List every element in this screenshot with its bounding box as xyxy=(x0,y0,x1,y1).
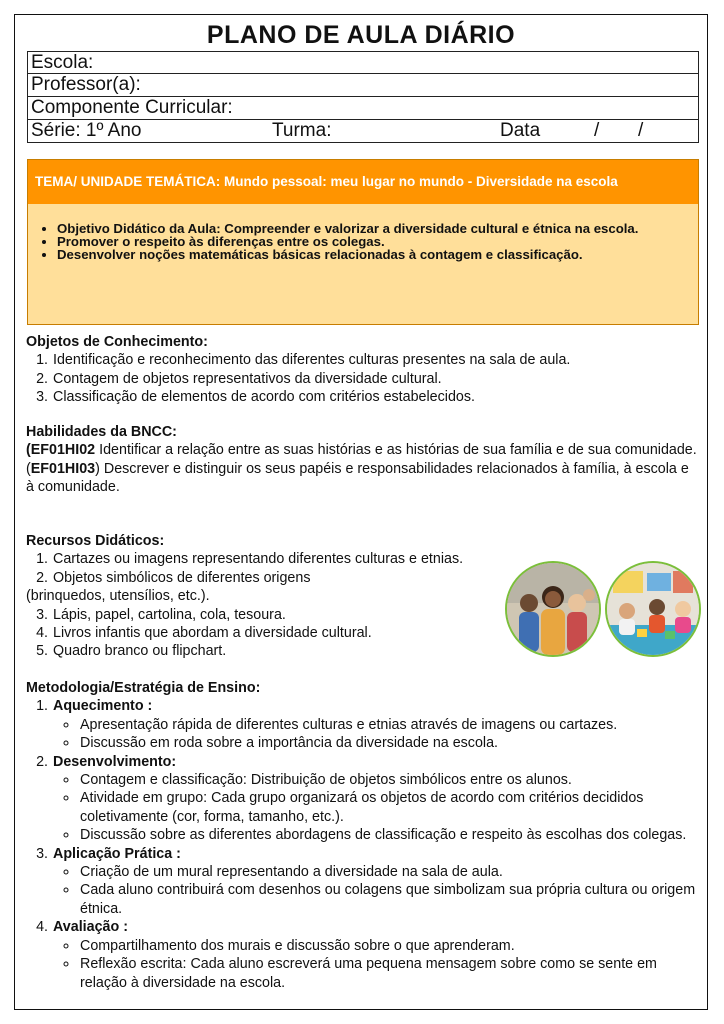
list-item: 1. Cartazes ou imagens representando diferentes culturas e etnias. xyxy=(52,550,702,568)
bullet-item: ◦ Atividade em grupo: Cada grupo organizará os objetos de acordo com critérios decididos coletivamente (cor, forma, tamanho, etc.). xyxy=(79,789,702,826)
bullet-item: ◦ Cada aluno contribuirá com desenhos ou colagens que simbolizam sua própria cultura ou origem étnica. xyxy=(79,881,702,918)
objective-item: • Promover o respeito às diferenças entre os colegas. xyxy=(57,235,698,248)
children-group-illustration xyxy=(507,563,599,655)
list-item: 1. Identificação e reconhecimento das diferentes culturas presentes na sala de aula. xyxy=(52,351,702,369)
step-item xyxy=(52,918,702,992)
list-item: 3. Lápis, papel, cartolina, cola, tesoura. xyxy=(52,606,702,624)
bncc-text: ) Descrever e distinguir os seus papéis e responsabilidades relacionados à família, à escola e à comunidade. xyxy=(26,460,689,496)
objective-item: • Objetivo Didático da Aula: Compreender e valorizar a diversidade cultural e étnica na escola. xyxy=(57,222,698,235)
header-fields xyxy=(27,51,699,143)
page-title: PLANO DE AULA DIÁRIO xyxy=(206,21,516,49)
theme-heading: TEMA/ UNIDADE TEMÁTICA: Mundo pessoal: meu lugar no mundo - Diversidade na escola xyxy=(28,160,698,204)
classroom-activity-photo xyxy=(605,561,701,657)
lesson-plan-page xyxy=(14,14,708,1010)
data-label: Data xyxy=(500,120,541,141)
bncc-text: Identificar a relação entre as suas histórias e as histórias de sua família e de sua comunidade. xyxy=(95,442,697,459)
metodologia-section xyxy=(26,679,702,992)
step-title: Desenvolvimento: xyxy=(53,753,177,770)
objetos-list xyxy=(26,351,702,406)
list-item: 3. Classificação de elementos de acordo com critérios estabelecidos. xyxy=(52,388,702,406)
objective-item: • Desenvolver noções matemáticas básicas relacionadas à contagem e classificação. xyxy=(57,248,698,261)
bncc-code: EF01HI03 xyxy=(30,460,96,477)
bullet-item: ◦ Discussão em roda sobre a importância da diversidade na escola. xyxy=(79,734,702,752)
bncc-heading: Habilidades da BNCC: xyxy=(26,424,177,440)
bncc-paren: ( xyxy=(26,460,31,477)
componente-field xyxy=(27,97,699,120)
recursos-list-a xyxy=(26,550,702,587)
step-bullets xyxy=(53,716,702,753)
list-item: 2. Contagem de objetos representativos da diversidade cultural. xyxy=(52,370,702,388)
bncc-code: (EF01HI02 xyxy=(26,442,96,459)
list-item: 2. Objetos simbólicos de diferentes origens xyxy=(52,569,702,587)
objetos-heading: Objetos de Conhecimento: xyxy=(26,334,208,350)
theme-box xyxy=(27,159,699,325)
recursos-section xyxy=(26,532,702,661)
step-item xyxy=(52,753,702,845)
professor-label: Professor(a): xyxy=(31,74,141,95)
children-group-photo xyxy=(505,561,601,657)
componente-label: Componente Curricular: xyxy=(31,97,233,118)
step-bullets xyxy=(53,863,702,918)
bullet-item: ◦ Criação de um mural representando a diversidade na sala de aula. xyxy=(79,863,702,881)
metodologia-steps xyxy=(26,697,702,992)
list-item: 5. Quadro branco ou flipchart. xyxy=(52,642,702,660)
bullet-item: ◦ Compartilhamento dos murais e discussão sobre o que aprenderam. xyxy=(79,937,702,955)
step-title: Aplicação Prática : xyxy=(53,845,181,862)
bullet-item: ◦ Discussão sobre as diferentes abordagens de classificação e respeito às escolhas dos colegas. xyxy=(79,826,702,844)
bncc-item xyxy=(26,460,698,497)
turma-label: Turma: xyxy=(272,120,332,141)
list-item: 4. Livros infantis que abordam a diversidade cultural. xyxy=(52,624,702,642)
date-slash-2: / xyxy=(638,120,644,141)
recursos-heading: Recursos Didáticos: xyxy=(26,533,165,549)
step-item xyxy=(52,845,702,919)
bullet-item: ◦ Apresentação rápida de diferentes culturas e etnias através de imagens ou cartazes. xyxy=(79,716,702,734)
date-slash-1: / xyxy=(594,120,600,141)
objectives-list xyxy=(28,222,698,261)
step-title: Avaliação : xyxy=(53,919,128,936)
bncc-section xyxy=(26,423,698,497)
escola-label: Escola: xyxy=(31,52,94,73)
classroom-illustration xyxy=(607,563,699,655)
step-bullets xyxy=(53,937,702,992)
metodologia-heading: Metodologia/Estratégia de Ensino: xyxy=(26,680,261,696)
bullet-item: ◦ Contagem e classificação: Distribuição de objetos simbólicos entre os alunos. xyxy=(79,771,702,789)
objetos-section xyxy=(26,333,702,407)
professor-field xyxy=(27,74,699,97)
step-item xyxy=(52,697,702,752)
serie-row xyxy=(27,120,699,143)
step-bullets xyxy=(53,771,702,845)
escola-field xyxy=(27,51,699,74)
bullet-item: ◦ Reflexão escrita: Cada aluno escreverá uma pequena mensagem sobre como se sente em relação à diversidade na escola. xyxy=(79,955,702,992)
bncc-item xyxy=(26,441,698,459)
list-item-continuation: (brinquedos, utensílios, etc.). xyxy=(26,588,210,605)
step-title: Aquecimento : xyxy=(53,698,153,715)
serie-label: Série: 1º Ano xyxy=(31,120,142,141)
